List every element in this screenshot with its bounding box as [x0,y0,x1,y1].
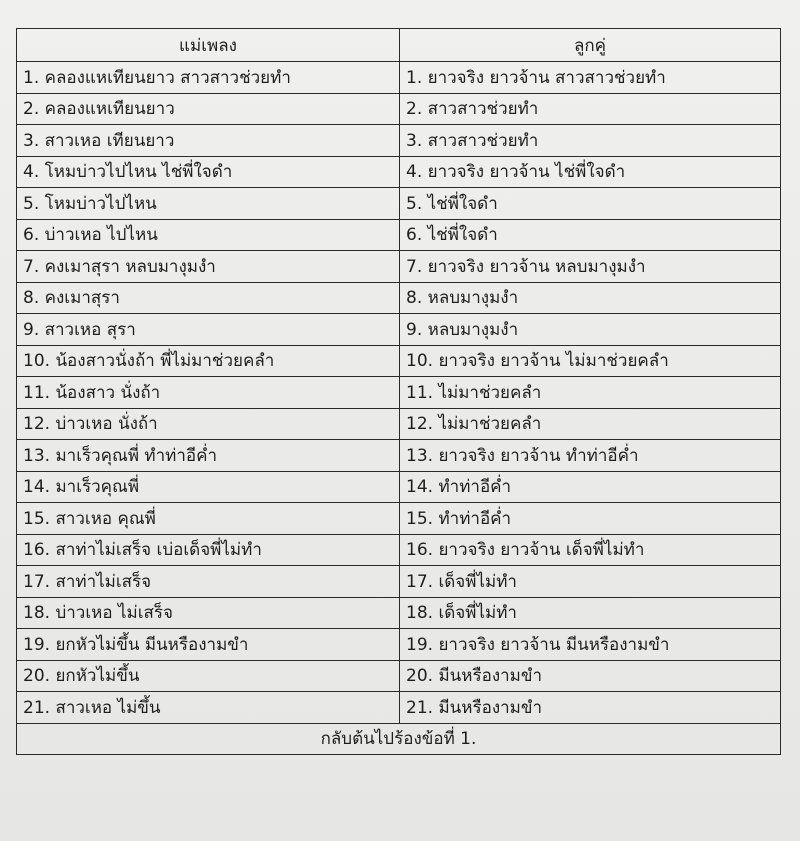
lead-line-cell: 20. ยกหัวไม่ขึ้น [17,660,400,692]
song-lyrics-table [16,28,781,755]
chorus-line-cell: 15. ทำท่าอีค่ำ [400,503,781,535]
lead-line-cell: 21. สาวเหอ ไม่ขึ้น [17,692,400,724]
table-header-row [17,29,781,62]
chorus-line-cell: 19. ยาวจริง ยาวจ้าน มีนหรืองามขำ [400,629,781,661]
lead-line-cell: 7. คงเมาสุรา หลบมางุมงำ [17,251,400,283]
header-lead-singer: แม่เพลง [17,29,400,62]
table-row [17,566,781,598]
lead-line-cell: 19. ยกหัวไม่ขึ้น มีนหรืองามขำ [17,629,400,661]
lead-line-cell: 14. มาเร็วคุณพี่ [17,471,400,503]
table-row [17,251,781,283]
table-row [17,503,781,535]
lead-line-cell: 8. คงเมาสุรา [17,282,400,314]
chorus-line-cell: 7. ยาวจริง ยาวจ้าน หลบมางุมงำ [400,251,781,283]
table-row [17,440,781,472]
chorus-line-cell: 14. ทำท่าอีค่ำ [400,471,781,503]
lead-line-cell: 10. น้องสาวนั่งถ้า พี่ไม่มาช่วยคลำ [17,345,400,377]
chorus-line-cell: 21. มีนหรืองามขำ [400,692,781,724]
chorus-line-cell: 8. หลบมางุมงำ [400,282,781,314]
chorus-line-cell: 3. สาวสาวช่วยทำ [400,125,781,157]
chorus-line-cell: 2. สาวสาวช่วยทำ [400,93,781,125]
lead-line-cell: 4. โหมบ่าวไปไหน ไช่พี่ใจดำ [17,156,400,188]
chorus-line-cell: 5. ไช่พี่ใจดำ [400,188,781,220]
lead-line-cell: 15. สาวเหอ คุณพี่ [17,503,400,535]
table-row [17,219,781,251]
lead-line-cell: 18. บ่าวเหอ ไม่เสร็จ [17,597,400,629]
table-row [17,314,781,346]
table-footer-row [17,723,781,755]
chorus-line-cell: 20. มีนหรืองามขำ [400,660,781,692]
chorus-line-cell: 1. ยาวจริง ยาวจ้าน สาวสาวช่วยทำ [400,62,781,94]
footer-instruction: กลับต้นไปร้องข้อที่ 1. [17,723,781,755]
table-row [17,660,781,692]
table-row [17,156,781,188]
header-chorus: ลูกคู่ [400,29,781,62]
chorus-line-cell: 6. ไช่พี่ใจดำ [400,219,781,251]
chorus-line-cell: 18. เด็จพี่ไม่ทำ [400,597,781,629]
lead-line-cell: 9. สาวเหอ สุรา [17,314,400,346]
lead-line-cell: 1. คลองแหเทียนยาว สาวสาวช่วยทำ [17,62,400,94]
table-row [17,692,781,724]
table-row [17,93,781,125]
chorus-line-cell: 13. ยาวจริง ยาวจ้าน ทำท่าอีค่ำ [400,440,781,472]
chorus-line-cell: 17. เด็จพี่ไม่ทำ [400,566,781,598]
lead-line-cell: 2. คลองแหเทียนยาว [17,93,400,125]
table-row [17,345,781,377]
lead-line-cell: 12. บ่าวเหอ นั่งถ้า [17,408,400,440]
table-row [17,471,781,503]
lead-line-cell: 17. สาท่าไม่เสร็จ [17,566,400,598]
lead-line-cell: 3. สาวเหอ เทียนยาว [17,125,400,157]
table-row [17,188,781,220]
table-row [17,534,781,566]
lead-line-cell: 16. สาท่าไม่เสร็จ เบ่อเด็จพี่ไม่ทำ [17,534,400,566]
table-row [17,629,781,661]
chorus-line-cell: 4. ยาวจริง ยาวจ้าน ไช่พี่ใจดำ [400,156,781,188]
table-row [17,125,781,157]
chorus-line-cell: 11. ไม่มาช่วยคลำ [400,377,781,409]
lead-line-cell: 6. บ่าวเหอ ไปไหน [17,219,400,251]
table-row [17,408,781,440]
chorus-line-cell: 9. หลบมางุมงำ [400,314,781,346]
lead-line-cell: 11. น้องสาว นั่งถ้า [17,377,400,409]
table-row [17,597,781,629]
lead-line-cell: 13. มาเร็วคุณพี่ ทำท่าอีค่ำ [17,440,400,472]
chorus-line-cell: 10. ยาวจริง ยาวจ้าน ไม่มาช่วยคลำ [400,345,781,377]
table-body [17,62,781,724]
lead-line-cell: 5. โหมบ่าวไปไหน [17,188,400,220]
chorus-line-cell: 16. ยาวจริง ยาวจ้าน เด็จพี่ไม่ทำ [400,534,781,566]
chorus-line-cell: 12. ไม่มาช่วยคลำ [400,408,781,440]
table-row [17,62,781,94]
table-row [17,282,781,314]
table-row [17,377,781,409]
